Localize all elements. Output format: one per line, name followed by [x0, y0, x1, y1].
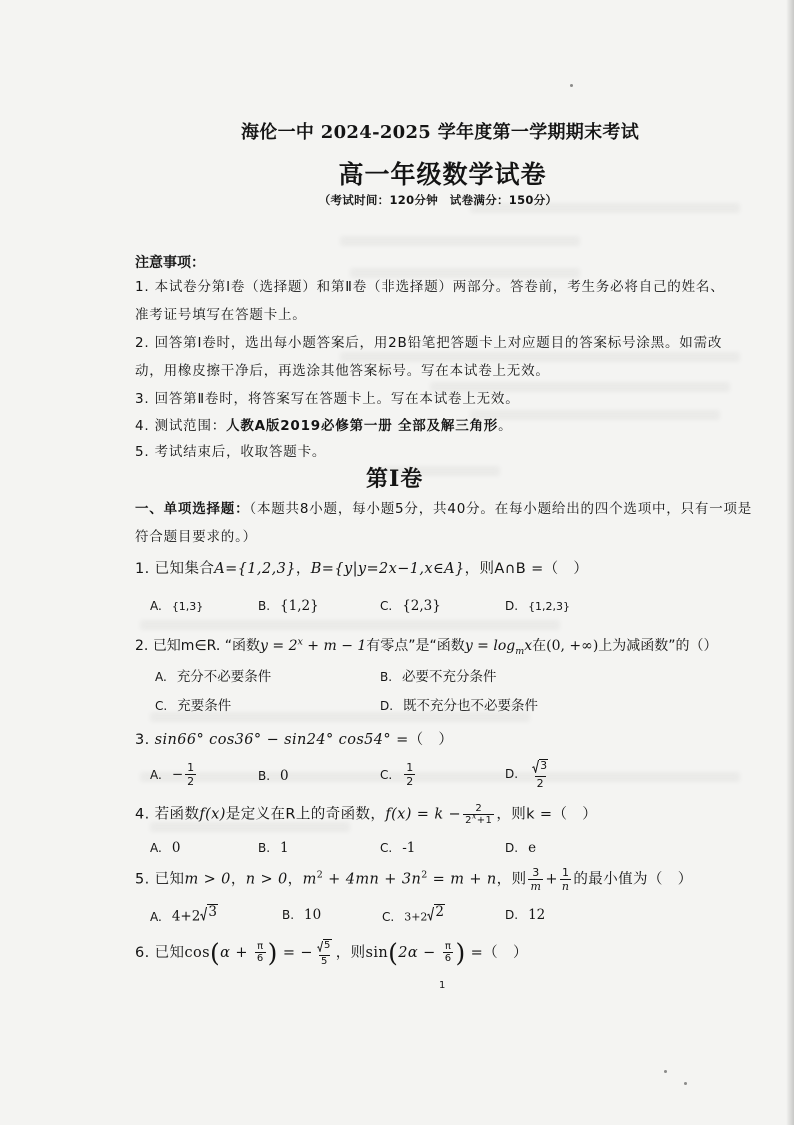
condition: m > 0 — [184, 871, 231, 888]
log-base: m — [515, 645, 525, 657]
denominator: 2 — [406, 775, 414, 788]
fraction — [443, 941, 454, 964]
option-value: e — [528, 840, 537, 856]
numerator: 1 — [561, 866, 570, 879]
section-1-line-1 — [135, 499, 752, 519]
condition: n > 0 — [245, 871, 288, 888]
question-6 — [135, 939, 528, 967]
option-value: 充分不必要条件 — [176, 669, 272, 685]
question-number: 1. — [135, 561, 155, 577]
scan-speck — [684, 1082, 687, 1085]
option-label: D. — [380, 699, 394, 713]
question-3 — [135, 729, 453, 751]
option-label: C. — [380, 599, 393, 613]
option-value: {1,2} — [280, 598, 319, 614]
option-value: 必要不充分条件 — [402, 669, 497, 685]
q2-option-c — [155, 695, 231, 717]
denominator: m — [530, 880, 542, 893]
note-4-tail: 。 — [498, 418, 513, 434]
question-number: 3. — [135, 732, 155, 748]
question-text: 上为减函数”的（） — [598, 638, 718, 654]
denominator: 2 — [187, 775, 195, 788]
exam-info: （考试时间：120分钟 试卷满分：150分） — [318, 193, 558, 207]
option-label: D. — [505, 767, 519, 782]
option-label: D. — [505, 599, 519, 613]
question-number: 5. — [135, 871, 155, 888]
option-label: B. — [282, 908, 295, 922]
fraction — [255, 941, 266, 964]
set-b: B={y|y=2x−1,x∈A} — [310, 561, 465, 577]
option-value: 12 — [528, 907, 546, 923]
note-4 — [135, 416, 512, 436]
question-text: ，则A∩B =（ ） — [464, 561, 589, 577]
exam-title: 海伦一中 2024-2025 学年度第一学期期末考试 — [241, 122, 639, 143]
radicand: 5 — [323, 940, 331, 951]
q2-option-d — [380, 695, 538, 717]
question-number: 2. — [135, 638, 153, 654]
option-label: C. — [155, 699, 168, 713]
option-label: D. — [505, 841, 519, 855]
square-root — [200, 904, 218, 921]
radicand: 3 — [540, 759, 548, 772]
denominator-rest: +1 — [476, 815, 493, 826]
note-4-scope: 人教A版2019必修第一册 全部及解三角形 — [226, 418, 499, 434]
denominator: n — [561, 880, 570, 893]
q4-option-b — [258, 837, 289, 859]
q3-option-b — [258, 765, 289, 787]
exponent: 2 — [421, 869, 428, 881]
question-text: 有零点”是“函数 — [366, 638, 465, 654]
note-2-line-1: 2. 回答第Ⅰ卷时，选出每小题答案后，用2B铅笔把答题卡上对应题目的答案标号涂黑。如需改 — [135, 335, 723, 351]
math-expr: = − — [277, 944, 313, 961]
math-expr: + m − 1 — [302, 638, 367, 654]
q5-option-c — [382, 904, 445, 929]
numerator: 2 — [475, 803, 483, 814]
option-label: C. — [380, 767, 393, 782]
option-value: -1 — [402, 840, 416, 856]
note-3: 3. 回答第Ⅱ卷时，将答案写在答题卡上。写在本试卷上无效。 — [135, 391, 520, 407]
question-text: 若函数 — [154, 806, 200, 823]
paper-title: 高一年级数学试卷 — [338, 160, 547, 189]
bleed-through-text — [140, 772, 740, 782]
question-text: ， — [230, 871, 246, 888]
question-2 — [135, 635, 718, 657]
radical-sign-icon — [200, 907, 207, 921]
math-expr: m — [302, 871, 317, 888]
square-root — [427, 904, 445, 921]
option-label: A. — [155, 670, 167, 684]
bleed-through-text — [140, 620, 560, 630]
math-expr: y = 2 — [260, 638, 298, 654]
cos-function: cos — [184, 944, 210, 961]
numerator — [530, 759, 550, 776]
question-text: ，则 — [335, 944, 366, 961]
note-5: 5. 考试结束后，收取答题卡。 — [135, 444, 327, 460]
question-text: 的最小值为（ ） — [573, 871, 693, 888]
option-label: B. — [258, 841, 271, 855]
part-1-title: 第Ⅰ卷 — [366, 466, 424, 492]
interval: (0, +∞) — [546, 638, 599, 654]
question-text: 在 — [532, 638, 547, 654]
q1-option-c — [380, 595, 441, 617]
fraction — [528, 866, 543, 893]
question-text: 已知m∈R. “函数 — [152, 638, 261, 654]
right-paren: ) — [455, 938, 466, 968]
option-label: B. — [258, 769, 271, 783]
fraction — [530, 759, 550, 790]
q4-option-a — [150, 837, 180, 859]
question-text: ， — [295, 561, 311, 577]
radicand: 2 — [435, 904, 445, 920]
denominator-base: 2 — [465, 815, 472, 826]
section-1-line-2: 符合题目要求的。） — [135, 529, 257, 545]
option-label: B. — [380, 670, 393, 684]
math-expr: x — [524, 638, 533, 654]
note-2-line-2: 动，用橡皮擦干净后，再选涂其他答案标号。写在本试卷上无效。 — [135, 363, 550, 379]
math-expr: f(x) = k − — [385, 806, 462, 823]
option-label: A. — [150, 909, 162, 924]
q1-option-b — [258, 595, 319, 617]
question-text: ，则k =（ ） — [496, 806, 598, 823]
fraction — [463, 803, 494, 826]
math-expr: f(x) — [199, 806, 226, 823]
q1-option-a — [150, 595, 203, 618]
sin-function: sin — [365, 944, 389, 961]
option-value: 4+2 — [171, 908, 201, 925]
note-4-lead: 4. 测试范围： — [135, 418, 227, 434]
option-value: 10 — [304, 907, 322, 923]
option-value: 0 — [171, 840, 181, 856]
question-text: =（ ） — [465, 944, 528, 961]
set-a: A={1,2,3} — [214, 561, 296, 577]
radicand: 3 — [208, 904, 217, 920]
math-expr: α + — [220, 944, 253, 961]
exponent: x — [471, 811, 477, 821]
option-label: B. — [258, 599, 271, 613]
square-root — [317, 939, 332, 952]
q3-option-c — [380, 761, 417, 788]
plus-sign: + — [545, 871, 558, 888]
page-number: 1 — [439, 980, 446, 991]
numerator: 1 — [406, 761, 414, 774]
q4-option-c — [380, 837, 415, 859]
note-1-line-1: 1. 本试卷分第Ⅰ卷（选择题）和第Ⅱ卷（非选择题）两部分。答卷前，考生务必将自己的姓名、 — [135, 279, 725, 295]
denominator: 6 — [256, 953, 264, 965]
option-label: D. — [505, 908, 519, 922]
scan-speck — [664, 1070, 667, 1073]
denominator: 5 — [320, 955, 328, 967]
left-paren: ( — [388, 938, 399, 968]
q3-option-d — [505, 759, 552, 790]
radical-sign-icon — [427, 907, 434, 921]
option-value: 3+2 — [404, 910, 428, 924]
question-number: 6. — [135, 944, 155, 961]
q1-option-d — [505, 595, 570, 618]
option-value: 0 — [280, 768, 289, 784]
q2-option-a — [155, 666, 271, 688]
q5-option-a — [150, 904, 218, 928]
question-1 — [135, 558, 588, 580]
trig-expression: sin66° cos36° − sin24° cos54° — [154, 732, 392, 748]
scan-speck — [570, 84, 573, 87]
q3-option-a — [150, 761, 198, 788]
fraction — [560, 866, 572, 893]
square-root — [532, 759, 548, 773]
question-text: 已知集合 — [154, 561, 215, 577]
option-label: C. — [380, 841, 393, 855]
question-text: 已知 — [154, 944, 185, 961]
math-expr: + 4mn + 3n — [323, 871, 422, 888]
section-1-desc: （本题共8小题，每小题5分，共40分。在每小题给出的四个选项中，只有一项是 — [249, 501, 753, 517]
math-expr: = m + n — [427, 871, 497, 888]
bleed-through-text — [340, 236, 580, 246]
numerator: π — [257, 941, 264, 953]
option-label: A. — [150, 767, 162, 782]
denominator: 6 — [444, 953, 452, 965]
question-text: =（ ） — [391, 732, 454, 748]
option-value: 1 — [280, 840, 289, 856]
math-expr: 2α − — [398, 944, 441, 961]
note-1-line-2: 准考证号填写在答题卡上。 — [135, 307, 307, 323]
section-1-label: 一、单项选择题： — [135, 501, 250, 517]
right-paren: ) — [267, 938, 278, 968]
radical-sign-icon — [532, 760, 539, 773]
option-label: C. — [382, 909, 395, 924]
question-text: 已知 — [154, 871, 185, 888]
numerator: 1 — [187, 761, 195, 774]
notes-heading: 注意事项： — [135, 255, 205, 271]
option-value: 充要条件 — [177, 698, 232, 714]
option-value: {2,3} — [402, 598, 441, 614]
question-text: ， — [287, 871, 303, 888]
fraction — [315, 939, 334, 967]
question-number: 4. — [135, 806, 155, 823]
exponent: 2 — [316, 869, 324, 881]
q4-option-d — [505, 837, 536, 859]
option-label: A. — [150, 841, 162, 855]
numerator: π — [444, 941, 452, 953]
option-sign: − — [171, 766, 184, 783]
scan-edge-shadow — [786, 0, 794, 1125]
numerator — [315, 939, 334, 955]
option-value: {1,3} — [171, 600, 204, 613]
option-value: 既不充分也不必要条件 — [403, 698, 539, 714]
question-5 — [135, 866, 693, 893]
denominator — [463, 811, 494, 826]
exponent: x — [297, 636, 303, 648]
q2-option-b — [380, 666, 497, 688]
question-text: ，则 — [496, 871, 527, 888]
left-paren: ( — [209, 938, 221, 968]
option-label: A. — [150, 599, 162, 613]
math-expr: y = log — [464, 638, 516, 654]
numerator: 3 — [532, 866, 540, 879]
q5-option-b — [282, 904, 321, 926]
fraction — [185, 761, 196, 788]
denominator: 2 — [536, 776, 544, 790]
question-text: 是定义在R上的奇函数， — [225, 806, 386, 823]
option-value: {1,2,3} — [528, 600, 571, 613]
fraction — [404, 761, 415, 788]
q5-option-d — [505, 904, 545, 926]
question-4 — [135, 803, 597, 826]
